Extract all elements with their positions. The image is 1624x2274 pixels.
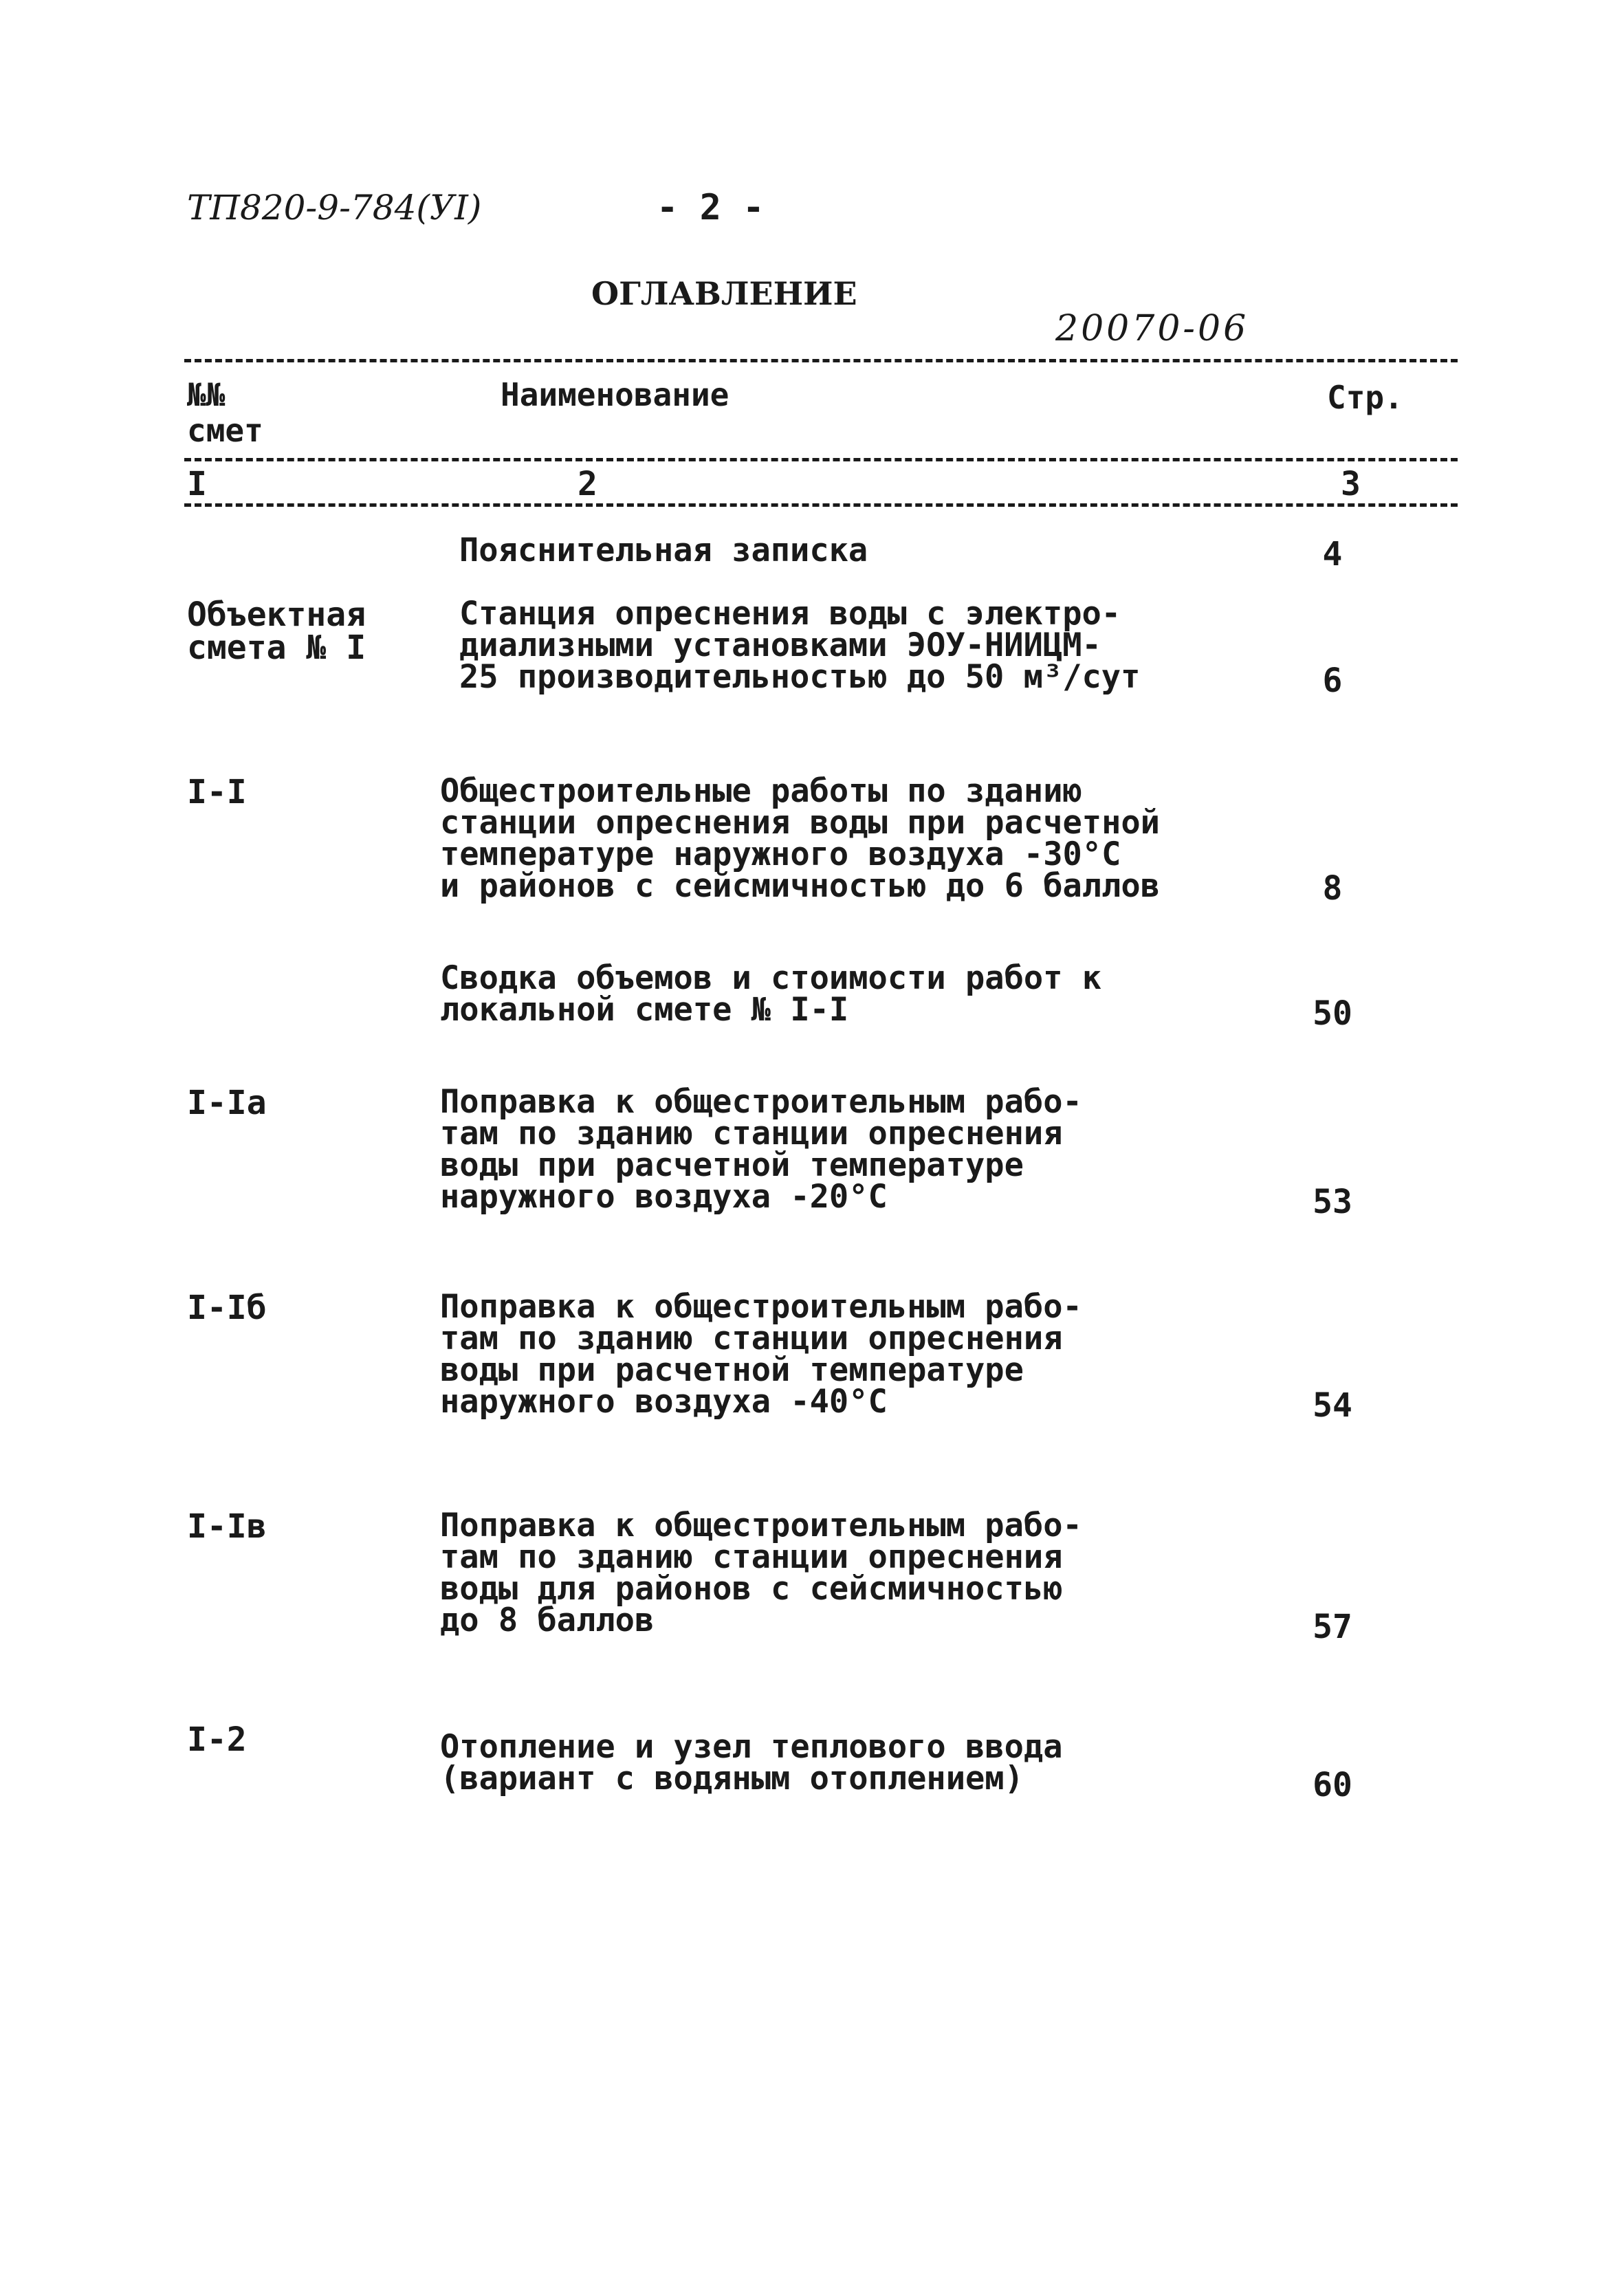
- row-name: [440, 959, 1265, 1029]
- row-name: [440, 1728, 1265, 1797]
- row-page: 54: [1313, 1386, 1352, 1425]
- row-page: 53: [1313, 1183, 1352, 1221]
- row-name-line: там по зданию станции опреснения: [440, 1115, 1063, 1152]
- row-name-line: станции опреснения воды при расчетной: [440, 804, 1160, 842]
- row-name-line: Отопление и узел теплового ввода: [440, 1728, 1063, 1766]
- row-name: [440, 1288, 1265, 1421]
- column-header-name: Наименование: [501, 376, 729, 413]
- row-page: 60: [1313, 1766, 1352, 1804]
- inventory-number: 20070-06: [1055, 308, 1249, 349]
- row-name: [459, 595, 1284, 696]
- row-code: I-I: [187, 773, 247, 811]
- row-name-line: наружного воздуха -40°С: [440, 1383, 888, 1421]
- row-name-line: Пояснительная записка: [459, 532, 868, 569]
- row-name-line: там по зданию станции опреснения: [440, 1538, 1063, 1576]
- row-name: [459, 532, 1284, 569]
- row-name-line: там по зданию станции опреснения: [440, 1320, 1063, 1357]
- column-number-1: I: [187, 465, 207, 503]
- row-name: [440, 1083, 1265, 1216]
- column-number-3: 3: [1341, 465, 1361, 503]
- row-name-line: воды для районов с сейсмичностью: [440, 1570, 1063, 1608]
- column-header-codes: [187, 377, 263, 448]
- row-name-line: температуре наружного воздуха -30°С: [440, 835, 1121, 873]
- row-code: I-2: [187, 1720, 247, 1759]
- row-name-line: Поправка к общестроительным рабо-: [440, 1288, 1082, 1326]
- page-title: ОГЛАВЛЕНИЕ: [591, 275, 857, 312]
- row-name-line: наружного воздуха -20°С: [440, 1178, 888, 1216]
- row-name-line: до 8 баллов: [440, 1601, 655, 1639]
- row-page: 4: [1322, 535, 1343, 573]
- table-top-rule: [184, 359, 1458, 362]
- row-name: [440, 772, 1265, 905]
- row-code: I-Iв: [187, 1507, 267, 1546]
- row-code: Объектная смета № I: [187, 595, 366, 667]
- row-name-line: Поправка к общестроительным рабо-: [440, 1083, 1082, 1121]
- row-page: 57: [1313, 1608, 1352, 1646]
- row-name-line: 25 производительностью до 50 м³/сут: [459, 658, 1141, 696]
- row-name-line: воды при расчетной температуре: [440, 1146, 1024, 1184]
- header-divider-rule: [184, 458, 1458, 461]
- row-name-line: Сводка объемов и стоимости работ к: [440, 959, 1102, 997]
- row-name-line: локальной смете № I-I: [440, 991, 849, 1029]
- column-header-codes-line2: смет: [187, 412, 263, 449]
- row-name-line: Поправка к общестроительным рабо-: [440, 1507, 1082, 1544]
- row-page: 6: [1322, 662, 1343, 700]
- row-name: [440, 1507, 1265, 1639]
- row-name-line: диализными установками ЭОУ-НИИЦМ-: [459, 626, 1101, 664]
- row-name-line: Общестроительные работы по зданию: [440, 772, 1082, 810]
- row-code: I-Iб: [187, 1289, 267, 1327]
- row-name-line: и районов с сейсмичностью до 6 баллов: [440, 867, 1160, 905]
- row-page: 50: [1313, 994, 1352, 1033]
- column-header-codes-line1: №№: [187, 376, 226, 413]
- row-name-line: (вариант с водяным отоплением): [440, 1760, 1024, 1797]
- document-code-text: ТП820-9-784(УI): [187, 188, 482, 228]
- row-code: I-Iа: [187, 1084, 267, 1122]
- row-name-line: воды при расчетной температуре: [440, 1351, 1024, 1389]
- column-header-page: Стр.: [1327, 379, 1403, 416]
- document-code: [187, 187, 481, 228]
- page-number: - 2 -: [657, 187, 765, 228]
- row-name-line: Станция опреснения воды с электро-: [459, 595, 1121, 633]
- row-page: 8: [1322, 869, 1343, 908]
- header-bottom-rule: [184, 503, 1458, 507]
- column-number-2: 2: [578, 465, 597, 503]
